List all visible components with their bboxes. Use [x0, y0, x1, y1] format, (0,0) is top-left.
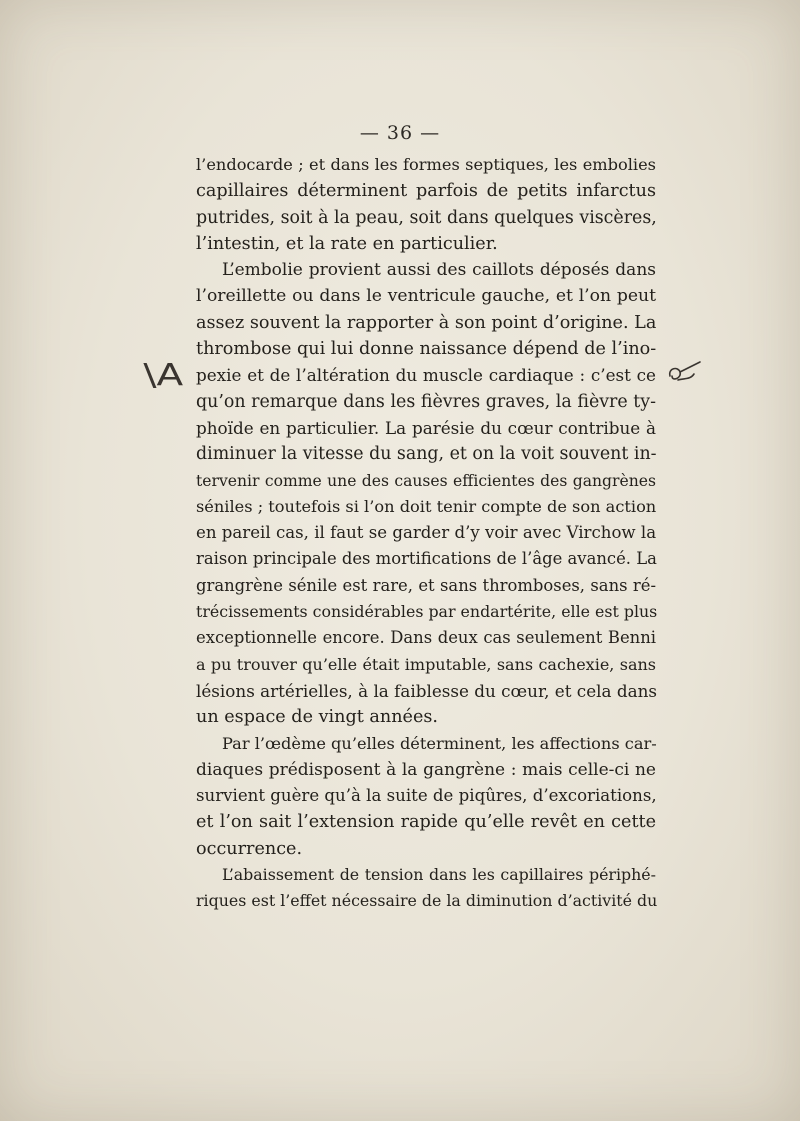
- text-line: phoïde en particulier. La parésie du cœur contribue à: [196, 417, 656, 438]
- text-line: diaques prédisposent à la gangrène : mais celle-ci ne: [196, 759, 656, 780]
- text-line: exceptionnelle encore. Dans deux cas seulement Benni: [196, 628, 656, 648]
- text-line: et l’on sait l’extension rapide qu’elle revêt en cette: [196, 812, 656, 833]
- text-line: diminuer la vitesse du sang, et on la voit souvent in-: [196, 444, 657, 465]
- text-line: Par l’œdème qu’elles déterminent, les affections car-: [222, 733, 657, 753]
- text-line: survient guère qu’à la suite de piqûres, d’excoriations,: [196, 786, 657, 806]
- text-line: l’endocarde ; et dans les formes septiques, les embolies: [196, 155, 656, 174]
- text-line: séniles ; toutefois si l’on doit tenir compte de son action: [196, 496, 657, 516]
- text-line: en pareil cas, il faut se garder d’y voir avec Virchow la: [196, 523, 657, 543]
- text-line: L’embolie provient aussi des caillots déposés dans: [222, 260, 656, 281]
- text-line: capillaires déterminent parfois de petits infarctus: [196, 181, 656, 202]
- text-line: putrides, soit à la peau, soit dans quelques viscères,: [196, 207, 657, 228]
- text-line: qu’on remarque dans les fièvres graves, la fièvre ty-: [196, 391, 656, 412]
- margin-annotation-left: \A: [143, 358, 184, 393]
- text-line: pexie et de l’altération du muscle cardiaque : c’est ce: [196, 365, 656, 386]
- text-line: un espace de vingt années.: [196, 707, 438, 728]
- text-line: grangrène sénile est rare, et sans thromboses, sans ré-: [196, 575, 656, 595]
- page-number: — 36 —: [359, 122, 441, 144]
- text-line: trécissements considérables par endartérite, elle est plus: [196, 602, 658, 622]
- text-line: l’oreillette ou dans le ventricule gauche, et l’on peut: [196, 286, 656, 307]
- text-line: lésions artérielles, à la faiblesse du cœur, et cela dans: [196, 680, 657, 701]
- text-line: tervenir comme une des causes efficientes des gangrènes: [196, 471, 656, 490]
- text-line: a pu trouver qu’elle était imputable, sans cachexie, sans: [196, 654, 656, 674]
- text-line: thrombose qui lui donne naissance dépend de l’ino-: [196, 339, 657, 360]
- body-text: [196, 152, 656, 915]
- text-line: l’intestin, et la rate en particulier.: [196, 233, 498, 254]
- text-line: riques est l’effet nécessaire de la diminution d’activité du: [196, 891, 658, 911]
- text-line: L’abaissement de tension dans les capillaires périphé-: [222, 865, 656, 885]
- text-line: raison principale des mortifications de l’âge avancé. La: [196, 549, 657, 569]
- text-line: assez souvent la rapporter à son point d’origine. La: [196, 312, 657, 333]
- margin-annotation-right-icon: [664, 360, 704, 388]
- text-line: occurrence.: [196, 838, 303, 859]
